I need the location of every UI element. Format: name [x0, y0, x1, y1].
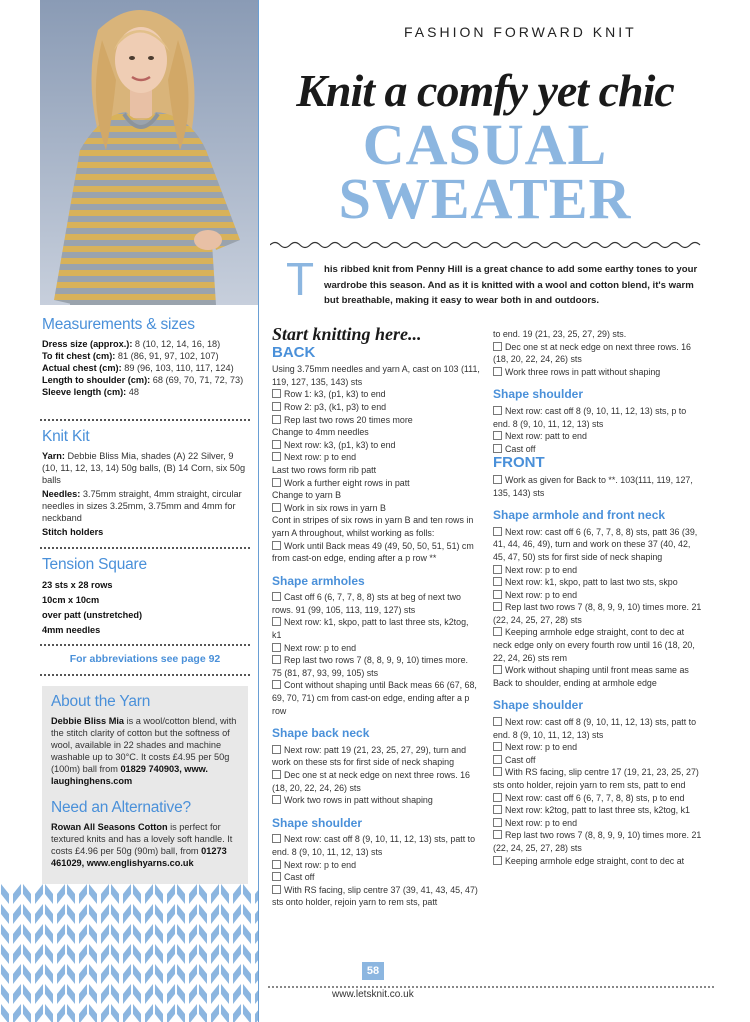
- measurement-row: Dress size (approx.): 8 (10, 12, 14, 16, 18): [42, 339, 221, 349]
- subsection-heading: [272, 727, 480, 740]
- pattern-step: [493, 804, 705, 817]
- checkbox-icon[interactable]: [272, 503, 281, 512]
- pattern-step: [272, 502, 480, 515]
- tension-line: 4mm needles: [42, 625, 101, 635]
- step-text: Next row: k2tog, patt to last three sts, k2tog, k1: [505, 805, 690, 816]
- step-text: Next row: p to end: [284, 452, 357, 463]
- drop-cap: T: [286, 253, 315, 305]
- step-text: Cast off: [284, 872, 315, 883]
- column-rule: [258, 0, 259, 1022]
- start-knitting-heading: Start knitting here...: [272, 324, 422, 344]
- pattern-step: [272, 414, 480, 427]
- step-text: Last two rows form rib patt: [272, 464, 377, 475]
- step-text: Cont in stripes of six rows in yarn B and ten rows in yarn A throughout, whilst working as folls:: [272, 515, 474, 538]
- step-text: Using 3.75mm needles and yarn A, cast on 103 (111, 119, 127, 135, 143) sts: [272, 364, 480, 387]
- tension-line: over patt (unstretched): [42, 610, 143, 620]
- step-text: FRONT: [493, 454, 545, 472]
- subsection-heading: [272, 575, 480, 588]
- step-text: With RS facing, slip centre 37 (39, 41, 43, 45, 47) sts onto holder, rejoin yarn to rem sts, patt: [272, 884, 478, 908]
- step-text: Keeping armhole edge straight, cont to dec at: [505, 855, 685, 866]
- checkbox-icon[interactable]: [272, 834, 281, 843]
- step-text: Work a further eight rows in patt: [284, 477, 410, 488]
- pattern-step: [272, 794, 480, 807]
- pattern-step: [493, 754, 705, 767]
- step-text: Next row: k1, skpo, patt to last two sts, skpo: [505, 577, 678, 588]
- pattern-step: [272, 540, 480, 565]
- pattern-step: [493, 829, 705, 854]
- divider: [40, 644, 250, 646]
- section-eyebrow: FASHION FORWARD KNIT: [404, 24, 637, 40]
- pattern-step: [272, 439, 480, 452]
- pattern-step: [272, 871, 480, 884]
- alternative-heading: Need an Alternative?: [51, 799, 191, 816]
- pattern-step: [493, 405, 705, 430]
- measurements-section: [42, 316, 248, 398]
- checkbox-icon[interactable]: [272, 745, 281, 754]
- model-photo: [40, 0, 258, 305]
- step-text: Cast off 6 (6, 7, 7, 8, 8) sts at beg of next two rows. 91 (99, 105, 113, 119, 127) sts: [272, 592, 461, 615]
- checkbox-icon[interactable]: [493, 805, 502, 814]
- pattern-step: [493, 601, 705, 626]
- pattern-step: [493, 474, 705, 499]
- checkbox-icon[interactable]: [493, 742, 502, 751]
- checkbox-icon[interactable]: [493, 793, 502, 802]
- pattern-text: [272, 363, 480, 388]
- checkbox-icon[interactable]: [272, 770, 281, 779]
- step-text: Next row: cast off 8 (9, 10, 11, 12, 13) sts, p to end. 8 (9, 10, 11, 12, 13) sts: [493, 405, 687, 429]
- pattern-column-2: [493, 328, 705, 867]
- step-text: Shape back neck: [272, 726, 370, 741]
- pattern-step: [272, 833, 480, 858]
- knit-kit-section: [42, 428, 248, 538]
- checkbox-icon[interactable]: [272, 478, 281, 487]
- about-yarn-text: Debbie Bliss Mia is a wool/cotton blend, with the stitch clarity of cotton but the softness of wool, available in 22 shades and machine washable up to 30°C. It costs £4.95 per 50g (100m) ball from 01829 740903, www. laughinghens.com: [51, 716, 237, 786]
- pattern-step: [272, 642, 480, 655]
- step-text: Row 2: p3, (k1, p3) to end: [284, 401, 387, 412]
- checkbox-icon[interactable]: [493, 767, 502, 776]
- checkbox-icon[interactable]: [493, 444, 502, 453]
- step-text: Dec one st at neck edge on next three rows. 16 (18, 20, 22, 24, 26) sts: [493, 341, 691, 365]
- step-text: Change to 4mm needles: [272, 427, 369, 438]
- holders-line: Stitch holders: [42, 527, 104, 537]
- step-text: With RS facing, slip centre 17 (19, 21, 23, 25, 27) sts onto holder, rejoin yarn to rem sts, patt to end: [493, 767, 699, 790]
- pattern-step: [272, 744, 480, 769]
- checkbox-icon[interactable]: [272, 680, 281, 689]
- step-text: Work two rows in patt without shaping: [284, 795, 433, 806]
- pattern-text: [272, 464, 480, 477]
- checkbox-icon[interactable]: [493, 475, 502, 484]
- checkbox-icon[interactable]: [493, 665, 502, 674]
- yarn-info-box: [42, 686, 248, 884]
- subsection-heading: [493, 509, 705, 522]
- checkbox-icon[interactable]: [493, 577, 502, 586]
- step-text: Next row: cast off 8 (9, 10, 11, 12, 13) sts, patt to end. 8 (9, 10, 11, 12, 13) sts: [493, 717, 697, 740]
- checkbox-icon[interactable]: [493, 527, 502, 536]
- title-line-3: SWEATER: [338, 166, 632, 231]
- step-text: Shape shoulder: [272, 815, 363, 830]
- section-heading: [272, 343, 480, 361]
- pattern-step: [493, 341, 705, 366]
- tension-line: 23 sts x 28 rows: [42, 580, 113, 590]
- footer-divider: [268, 986, 714, 988]
- pattern-step: [493, 855, 705, 868]
- abbreviations-link[interactable]: For abbreviations see page 92: [69, 653, 221, 665]
- checkbox-icon[interactable]: [493, 830, 502, 839]
- pattern-step: [272, 591, 480, 616]
- step-text: Row 1: k3, (p1, k3) to end: [284, 389, 386, 400]
- checkbox-icon[interactable]: [493, 431, 502, 440]
- pattern-text: [272, 514, 480, 539]
- step-text: Shape armholes: [272, 573, 365, 588]
- checkbox-icon[interactable]: [493, 627, 502, 636]
- pattern-step: [493, 716, 705, 741]
- checkbox-icon[interactable]: [272, 402, 281, 411]
- checkbox-icon[interactable]: [272, 885, 281, 894]
- pattern-step: [493, 817, 705, 830]
- checkbox-icon[interactable]: [272, 592, 281, 601]
- yarn-line: Yarn: Debbie Bliss Mia, shades (A) 22 Silver, 9 (10, 11, 12, 13, 14) 50g balls, (B) 14 Corn, six 50g balls: [42, 451, 246, 485]
- step-text: Dec one st at neck edge on next three rows. 16 (18, 20, 22, 24, 26) sts: [272, 770, 470, 793]
- measurement-row: Length to shoulder (cm): 68 (69, 70, 71, 72, 73): [42, 375, 244, 385]
- checkbox-icon[interactable]: [272, 795, 281, 804]
- checkbox-icon[interactable]: [272, 872, 281, 881]
- model-illustration: [40, 0, 258, 305]
- step-text: Rep last two rows 7 (8, 8, 9, 9, 10) times more. 75 (81, 87, 93, 99, 105) sts: [272, 655, 468, 678]
- checkbox-icon[interactable]: [272, 452, 281, 461]
- step-text: Next row: k1, skpo, patt to last three sts, k2tog, k1: [272, 617, 469, 641]
- checkbox-icon[interactable]: [493, 367, 502, 376]
- step-text: Cast off: [505, 443, 536, 454]
- step-text: to end. 19 (21, 23, 25, 27, 29) sts.: [493, 329, 627, 339]
- step-text: Next row: p to end: [284, 642, 357, 653]
- divider: [40, 547, 250, 549]
- checkbox-icon[interactable]: [272, 389, 281, 398]
- knit-texture-graphic: [0, 884, 258, 1022]
- checkbox-icon[interactable]: [272, 617, 281, 626]
- step-text: Next row: cast off 8 (9, 10, 11, 12, 13) sts, patt to end. 8 (9, 10, 11, 12, 13) sts: [272, 834, 476, 857]
- step-text: Next row: patt 19 (21, 23, 25, 27, 29), turn and work on these sts for first side of neck shaping: [272, 744, 467, 768]
- divider: [40, 419, 250, 421]
- checkbox-icon[interactable]: [272, 860, 281, 869]
- step-text: Work without shaping until front meas same as Back to shoulder, ending at armhole edge: [493, 665, 689, 688]
- step-text: Change to yarn B: [272, 490, 342, 501]
- checkbox-icon[interactable]: [272, 415, 281, 424]
- checkbox-icon[interactable]: [493, 856, 502, 865]
- step-text: Next row: cast off 6 (6, 7, 7, 8, 8) sts, patt 36 (39, 41, 44, 46, 49), turn and work on these 37 (40, 42, 45, 47, 50) sts for first side of neck shaping: [493, 526, 698, 562]
- step-text: Work until Back meas 49 (49, 50, 50, 51, 51) cm from cast-on edge, ending after a p row **: [272, 540, 474, 564]
- page-number: 58: [362, 962, 384, 980]
- subsection-heading: [493, 388, 705, 401]
- step-text: Cast off: [505, 754, 536, 765]
- pattern-step: [272, 388, 480, 401]
- step-text: Shape shoulder: [493, 698, 584, 713]
- step-text: Next row: p to end: [505, 742, 578, 753]
- step-text: Next row: patt to end: [505, 431, 587, 442]
- pattern-step: [272, 769, 480, 794]
- step-text: Shape armhole and front neck: [493, 508, 666, 523]
- pattern-step: [272, 859, 480, 872]
- step-text: Work three rows in patt without shaping: [505, 366, 661, 377]
- step-text: Keeping armhole edge straight, cont to dec at neck edge only on every fourth row until 16 (18, 20, 22, 24, 26) sts rem: [493, 627, 695, 663]
- tension-section: [42, 556, 248, 638]
- step-text: Rep last two rows 7 (8, 8, 9, 9, 10) times more. 21 (22, 24, 25, 27, 28) sts: [493, 830, 702, 853]
- step-text: Cont without shaping until Back meas 66 (67, 68, 69, 70, 71) cm from cast-on edge, ending after a p row: [272, 680, 477, 716]
- pattern-step: [493, 626, 705, 664]
- checkbox-icon[interactable]: [493, 717, 502, 726]
- alternative-text: Rowan All Seasons Cotton is perfect for textured knits and has a lovely soft handle. It costs £4.96 per 50g (90m) ball, from 01273 461029, www.englishyarns.co.uk: [51, 822, 233, 868]
- intro-paragraph: his ribbed knit from Penny Hill is a great chance to add some earthy tones to your wardrobe this season. And as it is knitted with a wool and cotton blend, it's warm but breathable, making it easy to wear both in and outdoors.: [324, 264, 698, 306]
- step-text: Next row: cast off 6 (6, 7, 7, 8, 8) sts, p to end: [505, 792, 685, 803]
- checkbox-icon[interactable]: [272, 655, 281, 664]
- measurement-row: To fit chest (cm): 81 (86, 91, 97, 102, 107): [42, 351, 219, 361]
- footer-url[interactable]: www.letsknit.co.uk: [332, 989, 414, 1000]
- step-text: Shape shoulder: [493, 387, 584, 402]
- pattern-text: [272, 426, 480, 439]
- checkbox-icon[interactable]: [493, 818, 502, 827]
- checkbox-icon[interactable]: [493, 602, 502, 611]
- checkbox-icon[interactable]: [493, 342, 502, 351]
- step-text: Next row: p to end: [505, 817, 578, 828]
- subsection-heading: [493, 699, 705, 712]
- pattern-step: [493, 564, 705, 577]
- subsection-heading: [272, 817, 480, 830]
- pattern-column-1: [272, 324, 480, 909]
- pattern-step: [272, 477, 480, 490]
- pattern-text: [272, 489, 480, 502]
- divider: [40, 674, 250, 676]
- step-text: BACK: [272, 343, 316, 361]
- pattern-step: [272, 451, 480, 464]
- knit-stitch-pattern: [0, 884, 258, 1022]
- pattern-step: [272, 884, 480, 909]
- checkbox-icon[interactable]: [272, 541, 281, 550]
- step-text: Rep last two rows 20 times more: [284, 414, 413, 425]
- checkbox-icon[interactable]: [493, 406, 502, 415]
- title-line-1: Knit a comfy yet chic: [296, 65, 674, 116]
- step-text: Next row: p to end: [505, 564, 578, 575]
- checkbox-icon[interactable]: [493, 565, 502, 574]
- step-text: Work in six rows in yarn B: [284, 502, 386, 513]
- step-text: Next row: p to end: [284, 859, 357, 870]
- title-line-2: CASUAL: [362, 112, 608, 177]
- sidebar: [0, 0, 258, 1022]
- knit-kit-heading: Knit Kit: [42, 428, 90, 445]
- measurements-heading: Measurements & sizes: [42, 316, 195, 333]
- measurement-row: Actual chest (cm): 89 (96, 103, 110, 117, 124): [42, 363, 234, 373]
- pattern-step: [493, 576, 705, 589]
- checkbox-icon[interactable]: [493, 590, 502, 599]
- title-main: [270, 112, 700, 231]
- pattern-step: [493, 589, 705, 602]
- pattern-step: [272, 654, 480, 679]
- step-text: Work as given for Back to **. 103(111, 119, 127, 135, 143) sts: [493, 474, 693, 498]
- step-text: Next row: k3, (p1, k3) to end: [284, 439, 396, 450]
- pattern-step: [272, 401, 480, 414]
- about-yarn-heading: About the Yarn: [51, 693, 151, 710]
- pattern-step: [272, 679, 480, 717]
- section-heading: [493, 454, 705, 472]
- pattern-step: [493, 741, 705, 754]
- pattern-step: [272, 616, 480, 641]
- step-text: Next row: p to end: [505, 589, 578, 600]
- pattern-step: [493, 792, 705, 805]
- pattern-step: [493, 664, 705, 689]
- measurement-row: Sleeve length (cm): 48: [42, 387, 140, 397]
- tension-heading: Tension Square: [42, 556, 147, 573]
- checkbox-icon[interactable]: [493, 755, 502, 764]
- step-text: Rep last two rows 7 (8, 8, 9, 9, 10) times more. 21 (22, 24, 25, 27, 28) sts: [493, 602, 702, 625]
- pattern-step: [493, 366, 705, 379]
- pattern-step: [493, 430, 705, 443]
- pattern-step: [493, 526, 705, 564]
- needles-line: Needles: 3.75mm straight, 4mm straight, circular needles in sizes 3.25mm, 3.75mm and 4mm for neckband: [42, 489, 242, 523]
- pattern-text: [493, 328, 705, 341]
- wavy-divider: [270, 238, 702, 252]
- checkbox-icon[interactable]: [272, 440, 281, 449]
- tension-line: 10cm x 10cm: [42, 595, 100, 605]
- checkbox-icon[interactable]: [272, 643, 281, 652]
- pattern-step: [493, 766, 705, 791]
